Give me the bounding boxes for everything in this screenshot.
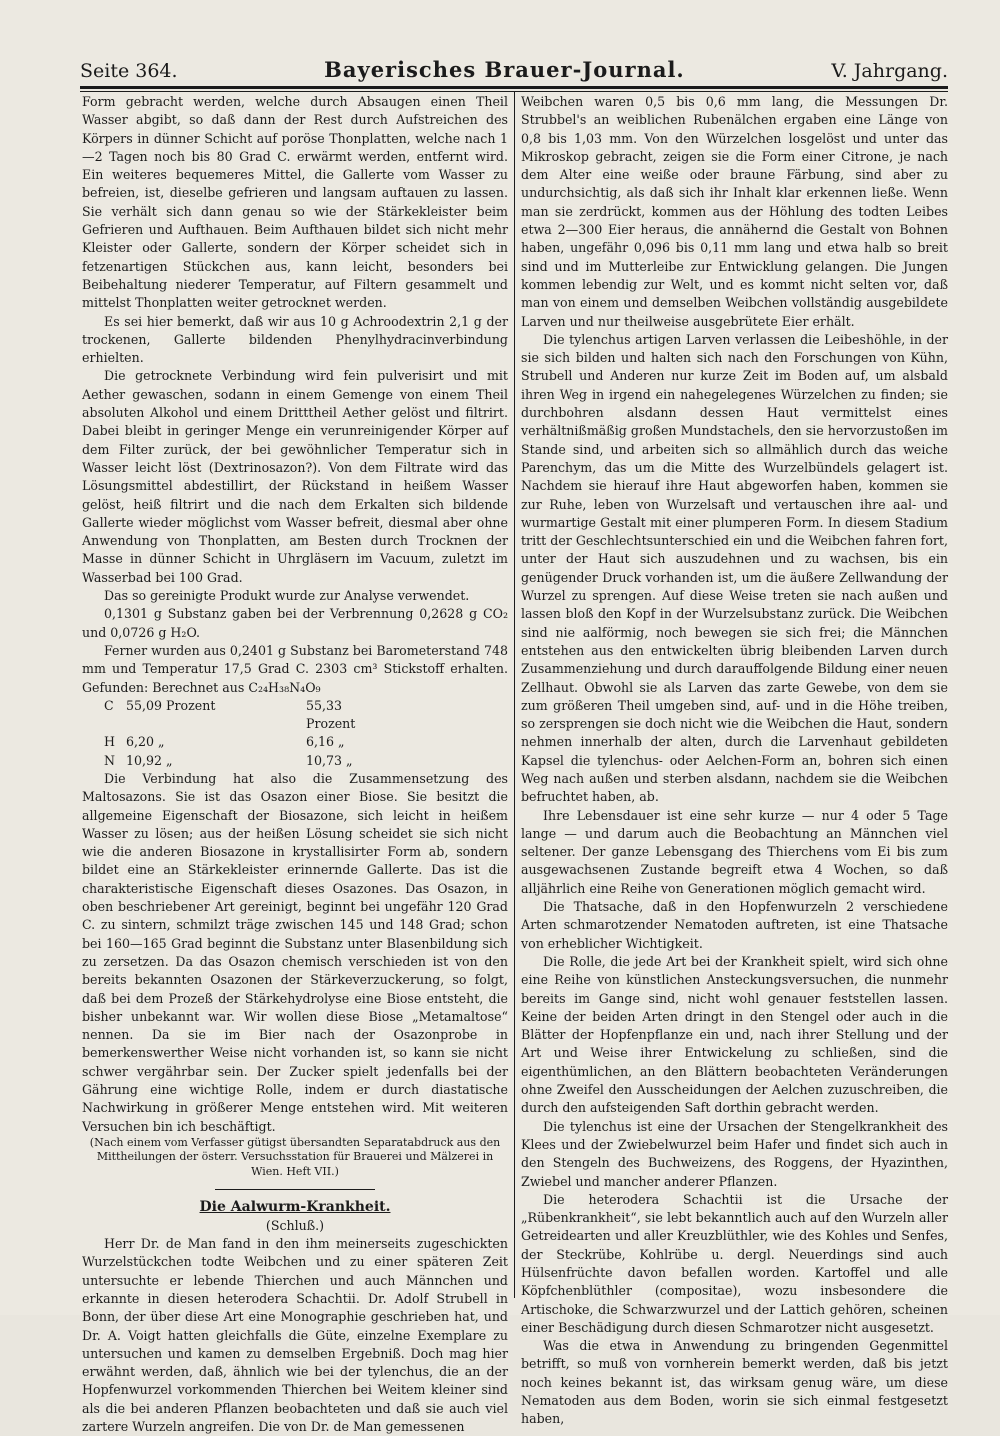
paragraph: Die Verbindung hat also die Zusammensetzung des Maltosazons. Sie ist das Osazon einer Biose. Sie besitzt die allgemeine Eigenschaft der Biosazone, sich leicht in heißem Wasser zu lösen; aus der heißen Lösung scheidet sie sich nicht wie die anderen Biosazone in krystallisirter Form ab, sondern bildet eine an Stärkekleister erinnernde Gallerte. Das ist die charakteristische Eigenschaft dieses Osazones. Das Osazon, in oben beschriebener Art gereinigt, beginnt bei ungefähr 120 Grad C. zu sintern, schmilzt träge zwischen 145 und 148 Grad; schon bei 160—165 Grad beginnt die Substanz unter Blasenbildung sich zu zersetzen. Da das Osazon chemisch verschieden ist von den bereits bekannten Osazonen der Stärkeverzuckerung, so folgt, daß bei dem Prozeß der Stärkehydrolyse eine Biose entsteht, die bisher unbekannt war. Wir wollen diese Biose „Metamaltose“ nennen. Da sie im Bier nach der Osazonprobe in bemerkenswerther Weise nicht vorhanden ist, so kann sie nicht schwer vergährbar sein. Der Zucker spielt jedenfalls bei der Gährung eine wichtige Rolle, indem er durch diastatische Nachwirkung in größerer Menge entstehen wird. Mit weiteren Versuchen bin ich beschäftigt. [82, 770, 508, 1134]
table-row [82, 697, 508, 734]
article-subtitle: (Schluß.) [265, 1217, 325, 1233]
right-column [521, 93, 948, 1427]
paragraph: 0,1301 g Substanz gaben bei der Verbrennung 0,2628 g CO₂ und 0,0726 g H₂O. [82, 606, 508, 640]
table-row [82, 752, 508, 770]
paragraph: Form gebracht werden, welche durch Absaugen einen Theil Wasser abgibt, so daß dann der Rest durch Aufstreichen des Körpers in dünner Schicht auf poröse Thonplatten, welche nach 1—2 Tagen noch bis 80 Grad C. erwärmt werden, entfernt wird. Ein weiteres bequemeres Mittel, die Gallerte vom Wasser zu befreien, ist, dieselbe gefrieren und langsam auftauen zu lassen. Sie verhält sich dann genau so wie der Stärkekleister beim Gefrieren und Aufthauen. Beim Aufthauen bildet sich nicht mehr Kleister oder Gallerte, sondern der Körper scheidet sich in fetzenartigen Stückchen aus, kann leicht, besonders bei Beibehaltung niederer Temperatur, auf Filtern gesammelt und mittelst Thonplatten weiter getrocknet werden. [82, 94, 508, 311]
source-note: (Nach einem vom Verfasser gütigst übersandten Separatabdruck aus den Mittheilungen der österr. Versuchsstation für Brauerei und Mälzerei in Wien. Heft VII.) [89, 1135, 501, 1178]
element-symbol: H [104, 734, 115, 750]
element-symbol: N [104, 752, 116, 768]
calculated-value: 6,16 „ [306, 734, 345, 750]
calculated-value: 55,33 Prozent [306, 697, 356, 732]
article-title: Die Aalwurm-Krankheit. [199, 1199, 391, 1216]
paragraph: Weibchen waren 0,5 bis 0,6 mm lang, die Messungen Dr. Strubbel's an weiblichen Rubenälchen ergaben eine Länge von 0,8 bis 1,03 mm. Von den Würzelchen losgelöst und unter das Mikroskop gebracht, zeigen sie die Form einer Citrone, je nach dem Alter eine weiße oder braune Färbung, sind aber zu undurchsichtig, als daß sich ihr Inhalt klar erkennen ließe. Wenn man sie zerdrückt, kommen aus der Höhlung des todten Leibes etwa 2—300 Eier heraus, die annähernd die Gestalt von Bohnen haben, ungefähr 0,096 bis 0,11 mm lang und etwa halb so breit sind und im Mutterleibe zur Entwicklung gelangen. Die Jungen kommen lebendig zur Welt, und es kommt nicht selten vor, daß man von einem und demselben Weibchen vollständig ausgebildete Larven und nur theilweise ausgebrütete Eier erhält. [521, 94, 948, 329]
table-row [82, 733, 508, 751]
paragraph: Die heterodera Schachtii ist die Ursache der „Rübenkrankheit“, sie lebt bekanntlich auch auf den Wurzeln aller Getreidearten und aller Kreuzblüthler, wie des Kohles und Senfes, der Steckrübe, Kohlrübe u. dergl. Neuerdings sind auch Hülsenfrüchte davon befallen worden. Kartoffel und alle Köpfchenblüthler (compositae), wozu insbesondere die Artischoke, die Schwarzwurzel und der Lattich gehören, scheinen einer Beschädigung durch diesen Schmarotzer nicht ausgesetzt. [521, 1191, 948, 1335]
page-header [80, 48, 948, 82]
found-value: 55,09 Prozent [126, 697, 216, 713]
paragraph: Ferner wurden aus 0,2401 g Substanz bei Barometerstand 748 mm und Temperatur 17,5 Grad C. 2303 cm³ Stickstoff erhalten. Gefunden: Berechnet aus C₂₄H₃₈N₄O₉ [82, 642, 508, 695]
header-rule [80, 86, 948, 89]
journal-title: Bayerisches Brauer-Journal. [324, 57, 685, 82]
analysis-table [82, 697, 508, 770]
paragraph: Die getrocknete Verbindung wird fein pulverisirt und mit Aether gewaschen, sodann in einem Gemenge von einem Theil absoluten Alkohol und einem Dritttheil Aether gelöst und filtrirt. Dabei bleibt in geringer Menge ein verunreinigender Körper auf dem Filter zurück, der bei gewöhnlicher Temperatur sich in Wasser leicht löst (Dextrinosazon?). Von dem Filtrate wird das Lösungsmittel abdestillirt, der Rückstand in heißem Wasser gelöst, heiß filtrirt und die nach dem Erkalten sich bildende Gallerte wieder möglichst vom Wasser befreit, diesmal aber ohne Anwendung von Thonplatten, am Besten durch Trocknen der Masse in dünner Schicht in Uhrgläsern im Vacuum, zuletzt im Wasserbad bei 100 Grad. [82, 368, 508, 585]
left-column [82, 93, 508, 1434]
paragraph: Die Thatsache, daß in den Hopfenwurzeln 2 verschiedene Arten schmarotzender Nematoden auftreten, ist eine Thatsache von erheblicher Wichtigkeit. [521, 899, 948, 951]
element-symbol: C [104, 697, 114, 713]
found-value: 10,92 „ [126, 752, 173, 768]
paragraph: Die Rolle, die jede Art bei der Krankheit spielt, wird sich ohne eine Reihe von künstlichen Ansteckungsversuchen, die nunmehr bereits im Gange sind, nicht wohl genauer feststellen lassen. Keine der beiden Arten dringt in den Stengel oder auch in die Blätter der Hopfenpflanze ein und, nach ihrer Stellung und der Art und Weise ihrer Entwickelung zu schließen, sind die eigenthümlichen, an den Blättern beobachteten Veränderungen ohne Zweifel den Ausscheidungen der Aelchen zuzuschreiben, die durch den aufsteigenden Saft dorthin gebracht werden. [521, 953, 948, 1116]
paragraph: Die tylenchus artigen Larven verlassen die Leibeshöhle, in der sie sich bilden und halten sich nach den Forschungen von Kühn, Strubell und Anderen nur kurze Zeit im Boden auf, um alsbald ihren Weg in irgend ein nahegelegenes Würzelchen zu finden; sie durchbohren alsdann dessen Haut vermittelst eines verhältnißmäßig großen Mundstachels, den sie hervorzustoßen im Stande sind, und arbeiten sich so allmählich durch das weiche Parenchym, das um die Mitte des Wurzelbündels gelagert ist. Nachdem sie hierauf ihre Haut abgeworfen haben, kommen sie zur Ruhe, leben von Wurzelsaft und vertauschen ihre aal- und wurmartige Gestalt mit einer plumperen Form. In diesem Stadium tritt der Geschlechtsunterschied ein und die Weibchen fahren fort, unter der Haut sich auszudehnen und zu wachsen, bis ein genügender Druck vorhanden ist, um die äußere Zellwandung der Wurzel zu sprengen. Auf diese Weise treten sie nach außen und lassen bloß den Kopf in der Wurzelsubstanz zurück. Die Weibchen sind nie aalförmig, noch bewegen sie sich frei; die Männchen entstehen aus den entwickelten übrig bleibenden Larven durch Zusammenziehung und durch darauffolgende Bildung einer neuen Zellhaut. Obwohl sie als Larven das zarte Gewebe, von dem sie zum größeren Theil umgeben sind, auf- und in die Höhe treiben, so zersprengen sie doch nicht wie die Weibchen die Haut, sondern nehmen innerhalb der alten, durch die Larvenhaut gebildeten Kapsel die tylenchus- oder Aelchen-Form an, bohren sich einen Weg nach außen und sterben alsdann, nachdem sie die Weibchen befruchtet haben, ab. [521, 331, 948, 805]
paragraph: Es sei hier bemerkt, daß wir aus 10 g Achroodextrin 2,1 g der trockenen, Gallerte bildenden Phenylhydracinverbindung erhielten. [82, 313, 508, 366]
paragraph: Ihre Lebensdauer ist eine sehr kurze — nur 4 oder 5 Tage lange — und darum auch die Beobachtung an Männchen viel seltener. Der ganze Lebensgang des Thierchens vom Ei bis zum ausgewachsenen Zustande begreift etwa 4 Wochen, so daß alljährlich eine Reihe von Generationen möglich gemacht wird. [521, 807, 948, 896]
section-divider [215, 1189, 375, 1190]
calculated-value: 10,73 „ [306, 752, 353, 768]
volume-label: V. Jahrgang. [831, 60, 948, 82]
page-number: Seite 364. [80, 60, 178, 82]
paragraph: Die tylenchus ist eine der Ursachen der Stengelkrankheit des Klees und der Zwiebelwurzel beim Hafer und findet sich auch in den Stengeln des Buchweizens, des Roggens, der Hyazinthen, Zwiebel und mancher anderer Pflanzen. [521, 1118, 948, 1189]
column-divider [514, 92, 515, 1298]
paragraph: Was die etwa in Anwendung zu bringenden Gegenmittel betrifft, so muß von vornherein bemerkt werden, daß bis jetzt noch keines bekannt ist, das wirksam genug wäre, um diese Nematoden aus dem Boden, worin sie sich einmal festgesetzt haben, [521, 1338, 948, 1427]
paragraph: Das so gereinigte Produkt wurde zur Analyse verwendet. [104, 588, 470, 604]
paragraph: Herr Dr. de Man fand in den ihm meinerseits zugeschickten Wurzelstückchen todte Weibchen und zu einer späteren Zeit untersuchte er lebende Thierchen und auch Männchen und erkannte in diesen heterodera Schachtii. Dr. Adolf Strubell in Bonn, der über diese Art eine Monographie geschrieben hat, und Dr. A. Voigt hatten gleichfalls die Güte, einzelne Exemplare zu untersuchen und kamen zu demselben Ergebniß. Doch mag hier erwähnt werden, daß, ähnlich wie bei der tylenchus, die an der Hopfenwurzel vorkommenden Thierchen bei Weitem kleiner sind als die bei anderen Pflanzen beobachteten und daß sie auch viel zartere Wurzeln angreifen. Die von Dr. de Man gemessenen [82, 1236, 508, 1434]
found-value: 6,20 „ [126, 734, 165, 750]
